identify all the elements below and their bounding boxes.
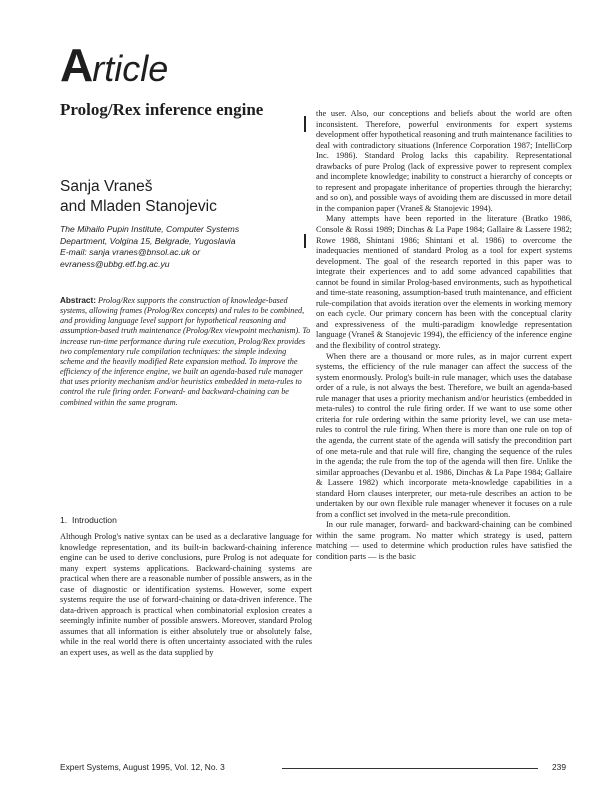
article-header [60,38,168,92]
header-initial: A [60,39,93,91]
change-bar [304,116,306,132]
paragraph: the user. Also, our conceptions and beliefs about the world are often inconsistent. Therefore, powerful environments for expert systems development offer hypothetical reasoning and truth maintenance facilities to deal with contradictory situations (Inference Corporation 1987; IntelliCorp Inc. 1986). Standard Prolog lacks this capability. Representational drawbacks of pure Prolog (lack of expressive power to represent complex and incomplete knowledge; inability to construct a hierarchy of concepts or to represent and propagate inheritance of properties through the hierarchy; and so on), and possible ways of avoiding them are discussed in more detail in the companion paper (Vraneš & Stanojevic 1994). [316,109,572,213]
paragraph: Although Prolog's native syntax can be used as a declarative language for knowledge representation, and its built-in backward-chaining inference engine can be used to derive conclusions, pure Prolog is not adequate for many expert systems applications. Backward-chaining systems are practical when there are a reasonable number of possible answers, as in the case of diagnostic or identification systems. However, some expert systems require the use of forward-chaining or data-driven inference. The data-driven approach is practical when combinatorial explosion creates a seemingly infinite number of possible answers. Moreover, standard Prolog assumes that all information is either absolutely true or absolutely false, while in the real world there is often uncertainty associated with the rules an expert uses, as well as the data supplied by [60,532,312,658]
abstract-text: Prolog/Rex supports the construction of knowledge-based systems, allowing frames (Prolog/Rex concepts) and rules to be combined, and providing language level support for hypothetical reasoning and assumption-based truth maintenance (Prolog/Rex viewpoint mechanism). To increase run-time performance during rule execution, Prolog/Rex provides two complementary rule compilation techniques: the simple indexing scheme and the heavily modified Rete expansion method. To improve the efficiency of the inference engine, we built an agenda-based rule manager that uses priority mechanism and/or heuristics embedded in meta-rules to control the rule firing order. Forward- and backward-chaining can be combined within the same program. [60,296,311,407]
body-column-right [316,109,572,563]
abstract-label: Abstract: [60,296,96,305]
abstract [60,296,312,408]
footer-journal: Expert Systems, August 1995, Vol. 12, No. 3 [60,762,225,772]
change-bar [304,234,306,248]
section-heading [60,515,117,525]
affiliation [60,224,310,270]
paper-title: Prolog/Rex inference engine [60,100,264,119]
author-line: Sanja Vraneš [60,178,153,195]
author-line: and Mladen Stanojevic [60,198,217,215]
paragraph: When there are a thousand or more rules, as in major current expert systems, the efficiency of the rule manager can affect the success of the system enormously. Prolog's built-in rule manager, which uses the database order of a rule, is not always the best. Therefore, we built an agenda-based rule manager that uses a priority mechanism and/or heuristics (embedded in meta-rules) to control the rule firing order. If we want to use some other criteria for rule ordering within the same priority level, we can use meta-rules to control the rule firing. When there is more than one rule on top of the agenda, the current state of the agenda will satisfy the precondition part of one meta-rule and that rule will fire, changing the sequence of the rules in the agenda; the rule from the top of the agenda will then fire. Unlike the similar approaches (Devanbu et al. 1986, Dinchas & La Pape 1984; Gallaire & Lassere 1982) which incorporate meta-knowledge capabilities in a standard Horn clauses interpreter, our meta-rule describes an action to be undertaken by our own flexible rule manager whenever it focuses on a rule from a conflict set involved in the meta-rule precondition. [316,351,572,519]
header-rest: rticle [92,48,169,89]
affiliation-line: The Mihailo Pupin Institute, Computer Systems [60,224,240,234]
section-number: 1. [60,515,68,525]
section-title: Introduction [71,515,117,525]
paragraph: Many attempts have been reported in the literature (Bratko 1986, Console & Rossi 1989; Dinchas & La Pape 1984; Gallaire & Lassere 1982; Rowe 1988, Shintani 1986; Shintani et al. 1986) to overcome the inadequacies mentioned of standard Prolog as a tool for expert systems development. The goal of the research reported in this paper was to integrate their experiences and to add some advanced capabilities that cannot be found in similar Prolog-based environments, such as hypothetical and time-state reasoning, assumption-based truth maintenance, and efficient rule-compilation that avoids iteration over the elements in working memory on each cycle. Our primary concern has been with the conceptual clarity and expressiveness of the multi-paradigm knowledge representation language (Vraneš & Stanojevic 1994), the efficiency of the inference engine and the flexibility of control strategy. [316,214,572,351]
affiliation-line: evraness@ubbg.etf.bg.ac.yu [60,258,170,269]
authors [60,177,217,217]
body-column-left [60,532,312,659]
page-number: 239 [552,762,566,772]
affiliation-line: Department, Volgina 15, Belgrade, Yugoslavia [60,235,236,246]
affiliation-line: E-mail: sanja vranes@bnsol.ac.uk or [60,247,201,257]
footer-rule [282,768,538,769]
paragraph: In our rule manager, forward- and backward-chaining can be combined within the same program. No matter which strategy is used, pattern matching — used to determine which production rules have satisfied the condition parts — is the basic [316,520,572,561]
